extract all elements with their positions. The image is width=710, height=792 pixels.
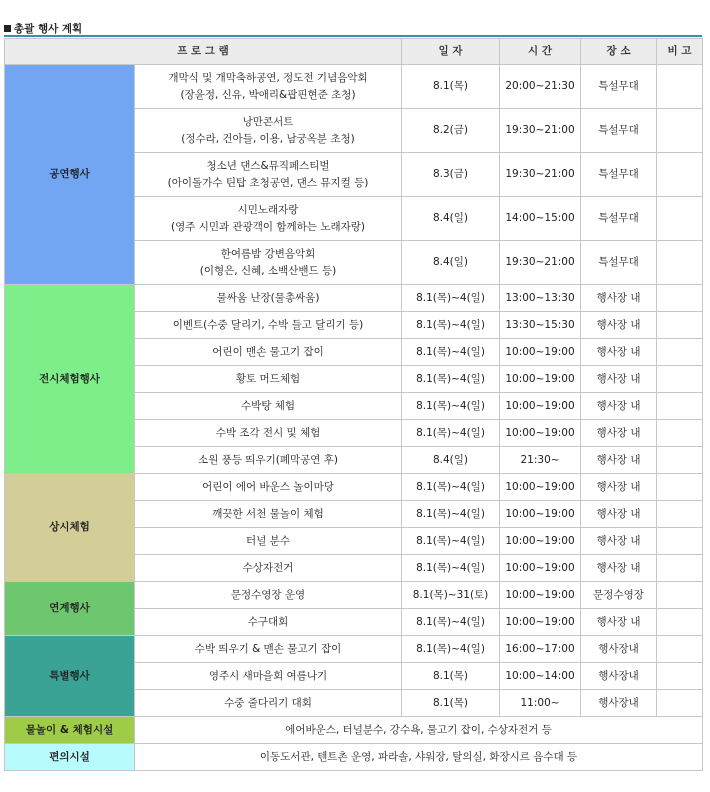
header-program: 프 로 그 램: [5, 39, 402, 65]
category-regular: 상시체험: [5, 474, 135, 582]
program-cell: 수박탕 체험: [135, 393, 402, 420]
date-cell: 8.1(목)~4(일): [402, 393, 500, 420]
place-cell: 문정수영장: [581, 582, 657, 609]
title-divider: [4, 35, 702, 37]
program-cell: [135, 65, 402, 109]
event-schedule-table: [4, 38, 703, 771]
program-cell: 물싸움 난장(물총싸움): [135, 285, 402, 312]
time-cell: 10:00~19:00: [500, 501, 581, 528]
date-cell: 8.1(목)~4(일): [402, 555, 500, 582]
program-cell: 수구대회: [135, 609, 402, 636]
date-cell: 8.1(목)~4(일): [402, 501, 500, 528]
program-cell: 수박 띄우기 & 맨손 물고기 잡이: [135, 636, 402, 663]
date-cell: 8.1(목)~4(일): [402, 285, 500, 312]
note-cell: [657, 528, 703, 555]
place-cell: 행사장내: [581, 690, 657, 717]
program-cell: 수상자전거: [135, 555, 402, 582]
category-performance: 공연행사: [5, 65, 135, 285]
category-water-facilities: 물놀이 & 체험시설: [5, 717, 135, 744]
convenience-cell: 이동도서관, 텐트촌 운영, 파라솔, 샤워장, 탈의실, 화장시르 음수대 등: [135, 744, 703, 771]
program-detail: (아이돌가수 틴탑 초청공연, 댄스 뮤지컬 등): [167, 176, 369, 189]
place-cell: 특설무대: [581, 241, 657, 285]
place-cell: 행사장 내: [581, 447, 657, 474]
place-cell: 특설무대: [581, 65, 657, 109]
place-cell: 행사장 내: [581, 312, 657, 339]
note-cell: [657, 690, 703, 717]
date-cell: 8.1(목)~4(일): [402, 474, 500, 501]
header-place: 장 소: [581, 39, 657, 65]
category-linked: 연계행사: [5, 582, 135, 636]
program-cell: [135, 109, 402, 153]
time-cell: 10:00~14:00: [500, 663, 581, 690]
note-cell: [657, 366, 703, 393]
time-cell: 20:00~21:30: [500, 65, 581, 109]
note-cell: [657, 474, 703, 501]
date-cell: 8.4(일): [402, 447, 500, 474]
program-detail: (정수라, 건아들, 이용, 남궁옥분 초청): [181, 132, 355, 145]
note-cell: [657, 153, 703, 197]
time-cell: 10:00~19:00: [500, 339, 581, 366]
table-header-row: [5, 39, 703, 65]
note-cell: [657, 609, 703, 636]
note-cell: [657, 109, 703, 153]
date-cell: 8.4(일): [402, 197, 500, 241]
note-cell: [657, 65, 703, 109]
time-cell: 19:30~21:00: [500, 241, 581, 285]
program-cell: 이벤트(수중 달리기, 수박 들고 달리기 등): [135, 312, 402, 339]
date-cell: 8.1(목): [402, 65, 500, 109]
square-bullet-icon: [4, 25, 11, 32]
note-cell: [657, 197, 703, 241]
table-row: [5, 636, 703, 663]
header-date: 일 자: [402, 39, 500, 65]
program-cell: 황토 머드체험: [135, 366, 402, 393]
program-cell: 수박 조각 전시 및 체험: [135, 420, 402, 447]
time-cell: 10:00~19:00: [500, 474, 581, 501]
time-cell: 11:00~: [500, 690, 581, 717]
header-note: 비 고: [657, 39, 703, 65]
header-time: 시 간: [500, 39, 581, 65]
place-cell: 행사장 내: [581, 339, 657, 366]
date-cell: 8.1(목)~31(토): [402, 582, 500, 609]
program-title: 한여름밤 강변음악회: [220, 248, 316, 261]
note-cell: [657, 285, 703, 312]
table-row: [5, 717, 703, 744]
program-title: 낭만콘서트: [242, 116, 294, 129]
program-detail: (이형은, 신혜, 소백산밴드 등): [199, 264, 337, 277]
program-detail: (장윤정, 신유, 박애리&팝핀현준 초청): [180, 88, 356, 101]
place-cell: 행사장 내: [581, 501, 657, 528]
date-cell: 8.2(금): [402, 109, 500, 153]
date-cell: 8.1(목)~4(일): [402, 636, 500, 663]
place-cell: 행사장내: [581, 663, 657, 690]
category-special: 특별행사: [5, 636, 135, 717]
place-cell: 특설무대: [581, 197, 657, 241]
program-cell: 문정수영장 운영: [135, 582, 402, 609]
program-title: 개막식 및 개막축하공연, 정도전 기념음악회: [168, 72, 368, 85]
place-cell: 행사장 내: [581, 474, 657, 501]
program-cell: [135, 153, 402, 197]
program-cell: [135, 241, 402, 285]
note-cell: [657, 663, 703, 690]
program-cell: 깨끗한 서천 물놀이 체험: [135, 501, 402, 528]
date-cell: 8.1(목)~4(일): [402, 366, 500, 393]
date-cell: 8.3(금): [402, 153, 500, 197]
note-cell: [657, 447, 703, 474]
water-facilities-cell: 에어바운스, 터널분수, 강수욕, 물고기 잡이, 수상자전거 등: [135, 717, 703, 744]
place-cell: 행사장 내: [581, 609, 657, 636]
table-row: [5, 582, 703, 609]
place-cell: 행사장 내: [581, 285, 657, 312]
time-cell: 10:00~19:00: [500, 582, 581, 609]
note-cell: [657, 555, 703, 582]
section-title-text: 총괄 행사 계획: [14, 23, 83, 35]
program-cell: [135, 197, 402, 241]
place-cell: 행사장내: [581, 636, 657, 663]
table-row: [5, 285, 703, 312]
date-cell: 8.1(목)~4(일): [402, 420, 500, 447]
table-row: [5, 744, 703, 771]
time-cell: 13:30~15:30: [500, 312, 581, 339]
program-title: 시민노래자랑: [237, 204, 299, 217]
time-cell: 10:00~19:00: [500, 609, 581, 636]
place-cell: 행사장 내: [581, 366, 657, 393]
date-cell: 8.1(목)~4(일): [402, 609, 500, 636]
program-cell: 영주시 새마을회 여름나기: [135, 663, 402, 690]
time-cell: 10:00~19:00: [500, 528, 581, 555]
time-cell: 10:00~19:00: [500, 366, 581, 393]
note-cell: [657, 636, 703, 663]
program-detail: (영주 시민과 관광객이 함께하는 노래자랑): [171, 220, 365, 233]
date-cell: 8.1(목)~4(일): [402, 528, 500, 555]
section-title: [4, 21, 82, 36]
note-cell: [657, 339, 703, 366]
program-cell: 어린이 에어 바운스 놀이마당: [135, 474, 402, 501]
note-cell: [657, 312, 703, 339]
category-exhibition: 전시체험행사: [5, 285, 135, 474]
time-cell: 10:00~19:00: [500, 555, 581, 582]
time-cell: 16:00~17:00: [500, 636, 581, 663]
time-cell: 10:00~19:00: [500, 420, 581, 447]
time-cell: 19:30~21:00: [500, 109, 581, 153]
note-cell: [657, 420, 703, 447]
program-title: 청소년 댄스&뮤직페스티벌: [206, 160, 330, 173]
note-cell: [657, 241, 703, 285]
date-cell: 8.1(목)~4(일): [402, 312, 500, 339]
date-cell: 8.1(목)~4(일): [402, 339, 500, 366]
category-convenience: 편의시설: [5, 744, 135, 771]
program-cell: 수중 줄다리기 대회: [135, 690, 402, 717]
program-cell: 소원 풍등 띄우기(폐막공연 후): [135, 447, 402, 474]
place-cell: 행사장 내: [581, 420, 657, 447]
table-row: [5, 65, 703, 109]
program-cell: 어린이 맨손 물고기 잡이: [135, 339, 402, 366]
place-cell: 특설무대: [581, 153, 657, 197]
note-cell: [657, 501, 703, 528]
place-cell: 행사장 내: [581, 555, 657, 582]
program-cell: 터널 분수: [135, 528, 402, 555]
time-cell: 14:00~15:00: [500, 197, 581, 241]
place-cell: 특설무대: [581, 109, 657, 153]
place-cell: 행사장 내: [581, 528, 657, 555]
note-cell: [657, 582, 703, 609]
place-cell: 행사장 내: [581, 393, 657, 420]
date-cell: 8.4(일): [402, 241, 500, 285]
time-cell: 21:30~: [500, 447, 581, 474]
time-cell: 19:30~21:00: [500, 153, 581, 197]
time-cell: 13:00~13:30: [500, 285, 581, 312]
time-cell: 10:00~19:00: [500, 393, 581, 420]
date-cell: 8.1(목): [402, 663, 500, 690]
date-cell: 8.1(목): [402, 690, 500, 717]
note-cell: [657, 393, 703, 420]
table-row: [5, 474, 703, 501]
